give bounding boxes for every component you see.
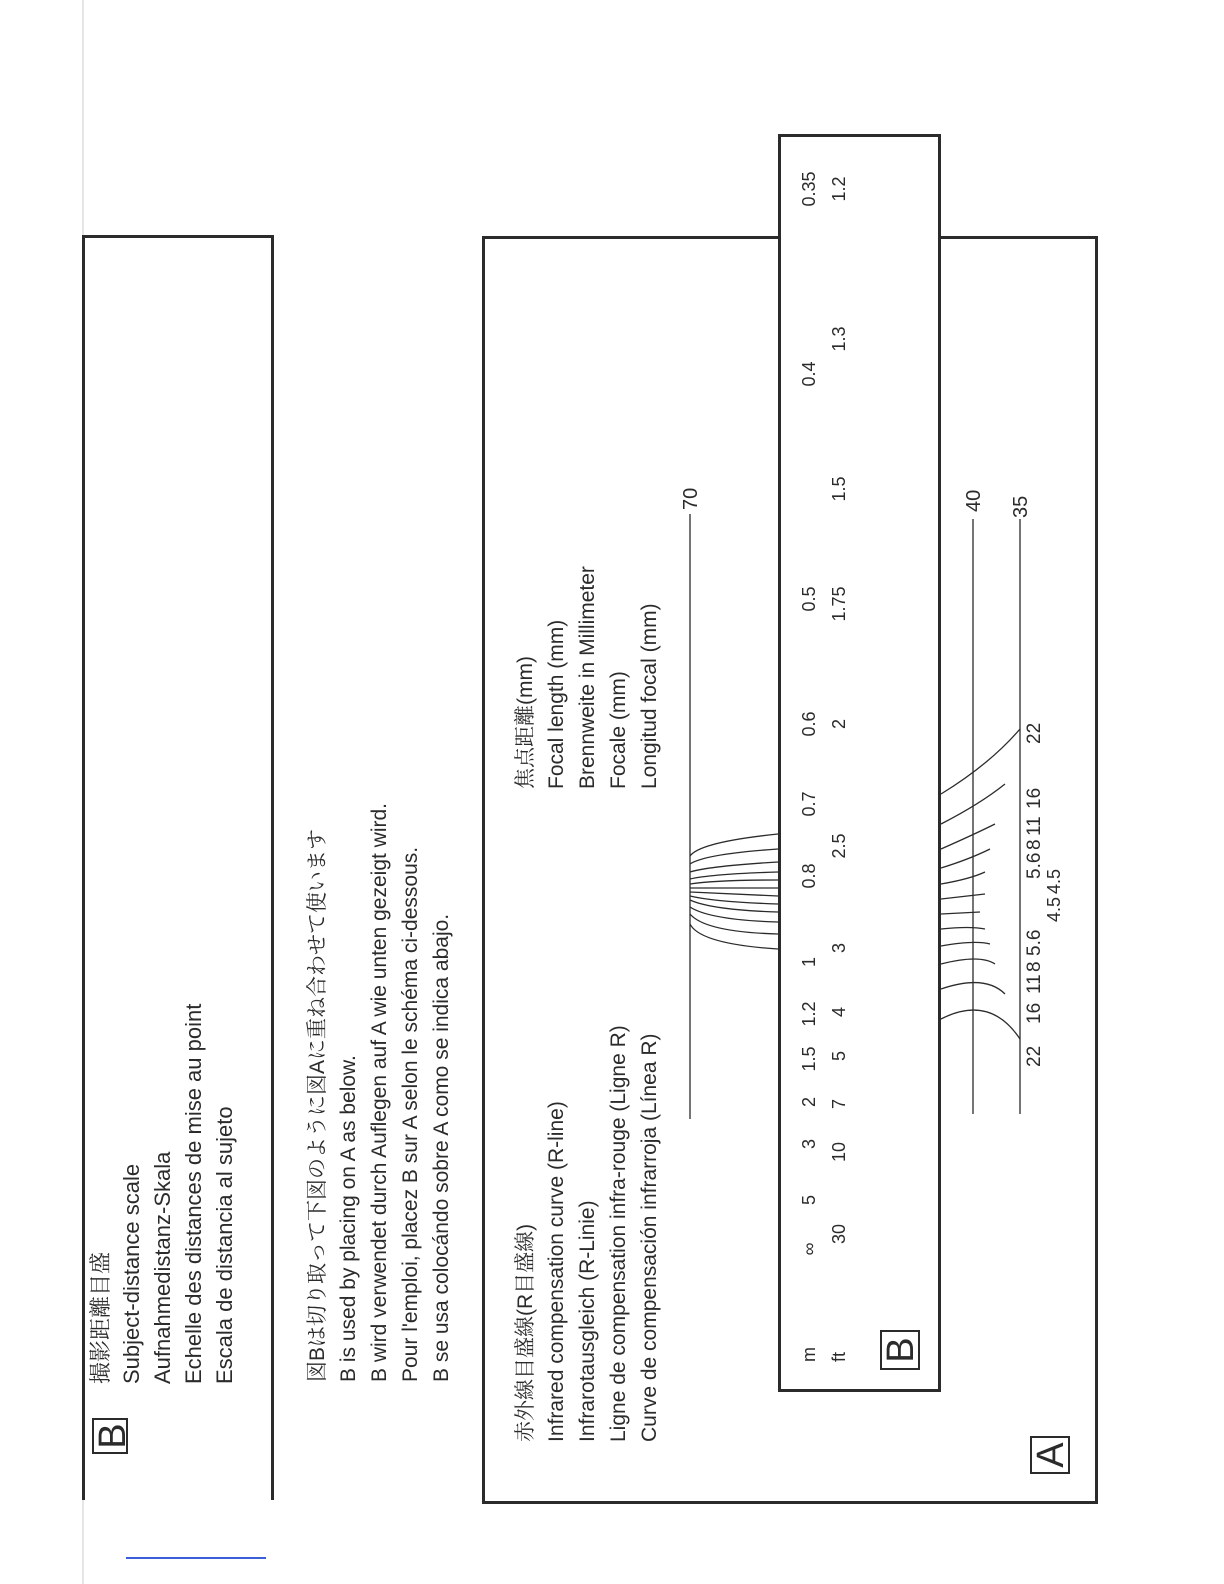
distance-ft-9: 1.5 [829,476,849,502]
instruction-line: 図Bは切り取って下図のように図Aに重ね合わせて使います [306,828,329,1382]
distance-m-12: 0.35 [799,171,819,207]
meter-row [799,171,819,1255]
distance-m-4: 1.5 [799,1046,819,1072]
distance-scale-letter: B [880,1330,920,1370]
aperture-8-right: 8 [1024,839,1045,850]
focal-mark-70: 70 [680,487,702,510]
instruction-line: B se usa colocándo sobre A como se indica abajo. [430,913,453,1382]
infrared-label-line: Infrared compensation curve (R-line) [545,1101,568,1442]
focal-length-line: Brennweite in Millimeter [576,566,599,789]
distance-ft-7: 2 [829,718,849,730]
instruction-line: Pour l'emploi, placez B sur A selon le schéma ci-dessous. [399,846,422,1382]
panel-b-title-line: Subject-distance scale [119,1163,144,1384]
aperture-5.6-left: 5.6 [1024,929,1045,956]
unit-ft: ft [829,1351,849,1362]
feet-row [829,176,849,1244]
infrared-label-line: Infrarotausgleich (R-Linie) [576,1200,599,1442]
aperture-8-left: 8 [1024,961,1045,972]
instruction-line: B wird verwendet durch Auflegen auf A wie unten gezeigt wird. [368,802,391,1382]
infrared-label-line: Curve de compensación infrarroja (Línea R) [638,1033,661,1442]
distance-m-9: 0.6 [799,711,819,737]
distance-m-2: 3 [799,1138,819,1150]
distance-ft-11: 1.2 [829,176,849,202]
infrared-label-line: 赤外線目盛線(R目盛線) [514,1223,537,1442]
aperture-4.5-b: 4.5 [1044,868,1064,894]
focal-length-line: Focale (mm) [607,671,630,789]
distance-ft-4: 4 [829,1006,849,1018]
aperture-22-right: 22 [1024,722,1045,744]
distance-m-0: ∞ [799,1242,819,1256]
distance-m-6: 1 [799,956,819,968]
distance-ft-8: 1.75 [829,586,849,622]
distance-ft-3: 5 [829,1050,849,1062]
panel-b-title-line: 撮影距離目盛 [88,1251,113,1384]
distance-ft-0: 30 [829,1223,849,1245]
distance-ft-6: 2.5 [829,833,849,859]
distance-ft-5: 3 [829,942,849,954]
panel-b-title-line: Escala de distancia al sujeto [212,1106,237,1384]
focal-mark-40: 40 [963,489,985,512]
focal-length-line: 焦点距離(mm) [514,656,537,789]
aperture-11-left: 11 [1024,974,1045,994]
distance-ft-10: 1.3 [829,326,849,352]
infrared-label-line: Ligne de compensation infra-rouge (Ligne R) [607,1025,630,1442]
unit-m: m [799,1347,819,1362]
aperture-22-left: 22 [1024,1045,1045,1067]
focal-length-line: Longitud focal (mm) [638,603,661,789]
aperture-16-right: 16 [1024,787,1045,809]
distance-m-11: 0.4 [799,361,819,387]
aperture-4.5-a: 4.5 [1044,896,1064,922]
aperture-16-left: 16 [1024,1002,1045,1024]
instruction-line: B is used by placing on A as below. [337,1055,360,1382]
distance-m-1: 5 [799,1194,819,1206]
distance-ft-1: 10 [829,1141,849,1163]
panel-b-title-line: Aufnahmedistanz-Skala [150,1151,175,1384]
distance-ft-2: 7 [829,1098,849,1110]
panel-a-letter: A [1030,1436,1070,1474]
distance-m-7: 0.8 [799,863,819,889]
distance-m-10: 0.5 [799,586,819,612]
distance-m-8: 0.7 [799,791,819,817]
distance-m-3: 2 [799,1096,819,1108]
panel-b-title-line: Echelle des distances de mise au point [181,1003,206,1384]
aperture-11-right: 11 [1024,816,1045,836]
distance-m-5: 1.2 [799,1001,819,1027]
panel-b-letter: B [92,1418,128,1454]
focal-mark-35: 35 [1010,495,1032,518]
aperture-5.6-right: 5.6 [1024,852,1045,879]
focal-length-line: Focal length (mm) [545,619,568,789]
